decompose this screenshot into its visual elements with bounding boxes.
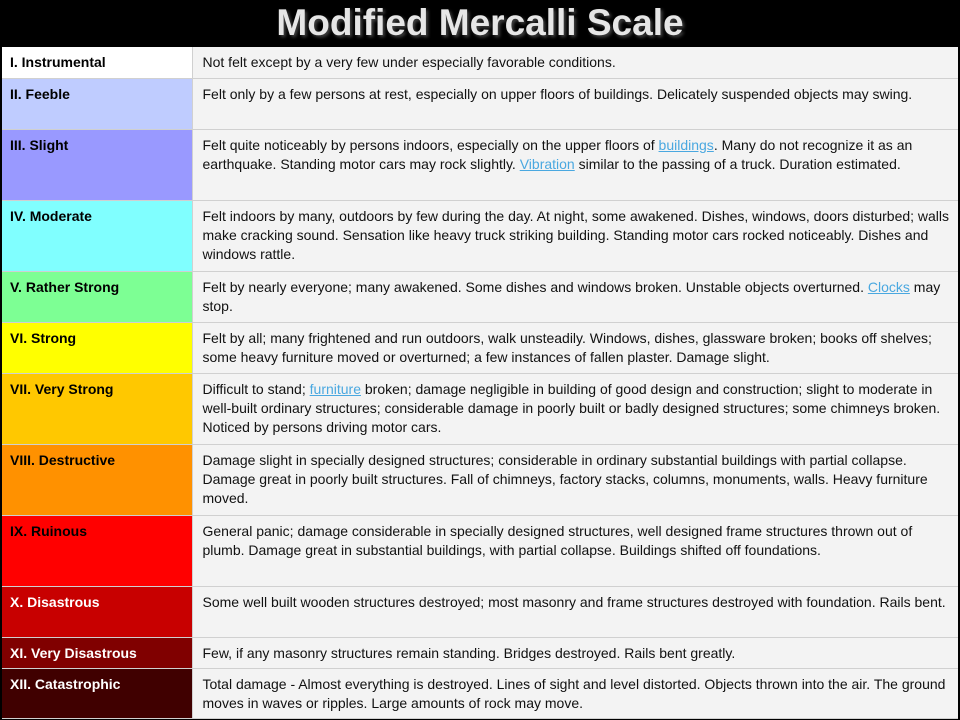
description-text: Damage slight in specially designed structures; considerable in ordinary substantial buildings with partial collapse. Damage great in poorly built structures. Fall of chimneys, factory stacks, columns, monuments, walls. Heavy furniture moved. <box>202 451 928 506</box>
description-text: . Many do not recognize it as an earthquake. Standing motor cars may rock slightly. <box>202 136 913 172</box>
intensity-description-cell <box>192 129 958 200</box>
mercalli-table-body <box>2 47 958 718</box>
intensity-level-cell: VII. Very Strong <box>2 373 192 444</box>
intensity-level-cell: V. Rather Strong <box>2 271 192 322</box>
term-link[interactable]: buildings <box>658 136 714 153</box>
mercalli-table <box>2 47 958 719</box>
table-row <box>2 515 958 586</box>
term-link[interactable]: Clocks <box>867 278 910 295</box>
page-title: Modified Mercalli Scale <box>276 2 684 43</box>
description-text: Felt only by a few persons at rest, especially on upper floors of buildings. Delicately suspended objects may swing. <box>202 85 913 102</box>
description-text: Few, if any masonry structures remain standing. Bridges destroyed. Rails bent greatly. <box>202 644 736 661</box>
table-row <box>2 129 958 200</box>
intensity-description-cell <box>192 668 958 718</box>
table-row <box>2 271 958 322</box>
intensity-description-cell <box>192 444 958 515</box>
table-row <box>2 444 958 515</box>
intensity-description-cell <box>192 586 958 637</box>
description-text: Total damage - Almost everything is destroyed. Lines of sight and level distorted. Objects thrown into the air. The ground moves in waves or ripples. Large amounts of rock may move. <box>202 675 946 711</box>
intensity-level-cell: IV. Moderate <box>2 200 192 271</box>
description-text: broken; damage negligible in building of good design and construction; slight to moderate in well-built ordinary structures; considerable damage in poorly built or badly designed structures; some chimneys broken. Noticed by persons driving motor cars. <box>202 380 941 435</box>
table-row <box>2 78 958 129</box>
description-text: similar to the passing of a truck. Duration estimated. <box>574 155 901 172</box>
intensity-description-cell <box>192 322 958 373</box>
description-text: General panic; damage considerable in specially designed structures, well designed frame structures thrown out of plumb. Damage great in substantial buildings, with partial collapse. Buildings shifted off foundations. <box>202 522 913 558</box>
description-text: Difficult to stand; <box>202 380 310 397</box>
title-bar <box>0 0 960 47</box>
intensity-description-cell <box>192 637 958 668</box>
intensity-level-cell: IX. Ruinous <box>2 515 192 586</box>
intensity-description-cell <box>192 200 958 271</box>
table-row <box>2 322 958 373</box>
term-link[interactable]: Vibration <box>519 155 575 172</box>
description-text: Felt by nearly everyone; many awakened. Some dishes and windows broken. Unstable objects overturned. <box>202 278 868 295</box>
intensity-level-cell: X. Disastrous <box>2 586 192 637</box>
description-text: may stop. <box>202 278 941 314</box>
description-text: Some well built wooden structures destroyed; most masonry and frame structures destroyed with foundation. Rails bent. <box>202 593 946 610</box>
intensity-level-cell: XII. Catastrophic <box>2 668 192 718</box>
intensity-description-cell <box>192 78 958 129</box>
intensity-level-cell: I. Instrumental <box>2 47 192 78</box>
intensity-level-cell: XI. Very Disastrous <box>2 637 192 668</box>
intensity-description-cell <box>192 271 958 322</box>
table-row <box>2 586 958 637</box>
intensity-level-cell: II. Feeble <box>2 78 192 129</box>
table-row <box>2 373 958 444</box>
description-text: Felt by all; many frightened and run outdoors, walk unsteadily. Windows, dishes, glassware broken; books off shelves; some heavy furniture moved or overturned; a few instances of fallen plaster. Damage slight. <box>202 329 932 365</box>
description-text: Felt indoors by many, outdoors by few during the day. At night, some awakened. Dishes, windows, doors disturbed; walls make cracking sound. Sensation like heavy truck striking building. Standing motor cars rocked noticeably. Dishes and windows rattle. <box>202 207 950 262</box>
intensity-description-cell <box>192 373 958 444</box>
table-row <box>2 637 958 668</box>
intensity-level-cell: III. Slight <box>2 129 192 200</box>
intensity-description-cell <box>192 515 958 586</box>
description-text: Felt quite noticeably by persons indoors, especially on the upper floors of <box>202 136 659 153</box>
intensity-level-cell: VIII. Destructive <box>2 444 192 515</box>
table-row <box>2 47 958 78</box>
table-row <box>2 200 958 271</box>
term-link[interactable]: furniture <box>309 380 361 397</box>
description-text: Not felt except by a very few under especially favorable conditions. <box>202 54 616 70</box>
intensity-level-cell: VI. Strong <box>2 322 192 373</box>
intensity-description-cell <box>192 47 958 78</box>
table-row <box>2 668 958 718</box>
